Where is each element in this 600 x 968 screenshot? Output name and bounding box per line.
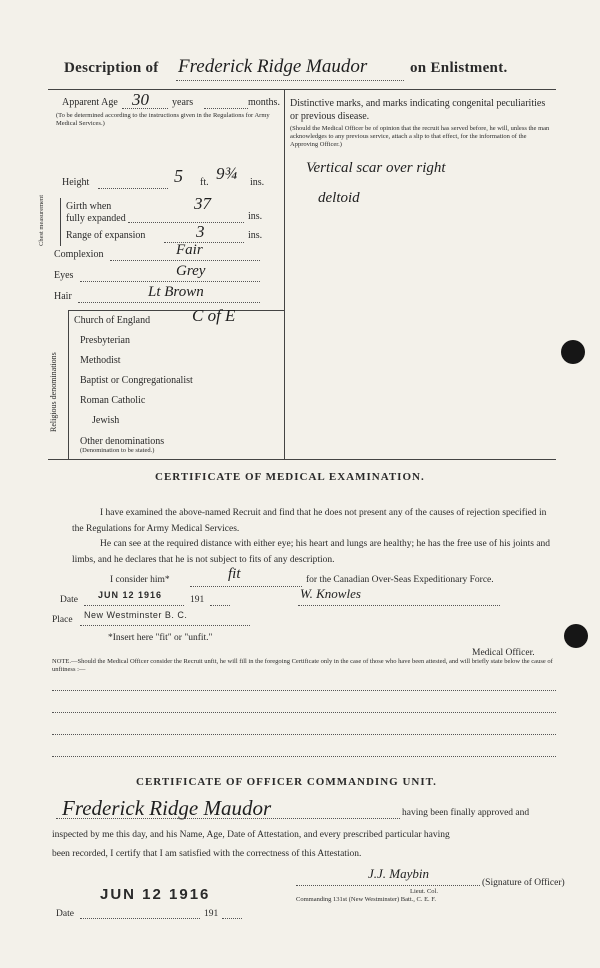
fit-note: *Insert here "fit" or "unfit." [108,633,213,643]
years-label: years [172,97,194,108]
marks-heading: Distinctive marks, and marks indicating congenital peculiarities or previous disease. [290,98,546,122]
religion-baptist: Baptist or Congregationalist [80,375,193,386]
punch-hole-top [561,340,585,364]
height-line [98,188,168,189]
age-note: (To be determined according to the instructions given in the Regulations for Army Medical Services.) [56,112,270,127]
punch-hole-bottom [564,624,588,648]
cause-line-1 [52,690,556,691]
chest-bracket [60,198,61,246]
medical-signature: W. Knowles [300,586,361,601]
girth-label: Girth when fully expanded [66,201,126,224]
chest-label: Chest measurement [38,194,45,246]
eyes-value: Grey [176,263,206,279]
consider-label: I consider him* [110,575,170,585]
consider-value: fit [228,566,241,582]
medical-year-line [210,605,230,606]
girth-line [128,222,244,223]
section-divider [48,459,556,460]
commanding-line-2: inspected by me this day, and his Name, Age, Date of Attestation, and every prescribed particular having [52,830,450,840]
medical-date-suffix: 191 [190,595,205,605]
medical-date-line [84,605,184,606]
months-label: months. [248,97,280,108]
apparent-age-label: Apparent Age [62,97,118,108]
medical-signature-line [298,605,500,606]
eyes-label: Eyes [54,270,74,281]
marks-line-1: Vertical scar over right [306,160,446,176]
commanding-signature: J.J. Maybin [368,866,430,881]
ft-label: ft. [200,177,209,188]
ins-label: ins. [250,177,265,188]
apparent-age-value: 30 [132,90,149,109]
commanding-name-line [56,818,400,819]
months-line [204,108,248,109]
header-name: Frederick Ridge Maudor [178,56,368,77]
header-prefix: Description of [64,60,159,76]
commanding-date-line [80,918,200,919]
medical-date-label: Date [60,595,78,605]
officer-command: Commanding 131st (New Westminster) Batt., C. E. F. [296,896,437,903]
commanding-signature-line [296,885,480,886]
eyes-line [80,281,260,282]
hair-value: Lt Brown [148,284,204,300]
medical-officer-label: Medical Officer. [472,648,535,658]
medical-paragraph-2: He can see at the required distance with either eye; his heart and lungs are healthy; he has the free use of his joints and limbs, and he declares that he is not subject to fits of any description. [72,539,551,565]
cause-line-4 [52,756,556,757]
religion-bracket [68,310,69,460]
commanding-line-3: been recorded, I certify that I am satisfied with the correctness of this Attestation. [52,849,362,859]
cause-line-2 [52,712,556,713]
place-line [80,625,250,626]
commanding-date-suffix: 191 [204,909,219,919]
commanding-year-line [222,918,242,919]
medical-date-value: JUN 12 1916 [98,590,163,600]
range-ins-label: ins. [248,230,263,241]
commanding-line-1-tail: having been finally approved and [402,808,530,818]
marks-line-2: deltoid [318,190,360,206]
range-value: 3 [196,222,205,241]
header-name-underline [176,80,404,81]
religion-roman-catholic: Roman Catholic [80,395,146,406]
commanding-heading: CERTIFICATE OF OFFICER COMMANDING UNIT. [136,776,437,788]
age-line [122,108,168,109]
place-value: New Westminster B. C. [84,610,188,620]
place-label: Place [52,615,73,625]
medical-paragraph-1: I have examined the above-named Recruit and find that he does not present any of the causes of rejection specified in the Regulations for Army Medical Services. [72,508,547,534]
girth-ins-label: ins. [248,211,263,222]
cause-line-3 [52,734,556,735]
religion-other: Other denominations [80,436,165,447]
religion-church-of-england: Church of England [74,315,151,326]
commanding-date-label: Date [56,909,74,919]
complexion-label: Complexion [54,249,104,260]
medical-heading: CERTIFICATE OF MEDICAL EXAMINATION. [155,471,425,483]
commanding-date-stamp: JUN 12 1916 [100,886,211,903]
complexion-line [110,260,260,261]
header-suffix: on Enlistment. [410,60,508,76]
commanding-name: Frederick Ridge Maudor [62,796,272,820]
hair-label: Hair [54,291,72,302]
hair-line [78,302,260,303]
religion-presbyterian: Presbyterian [80,335,130,346]
complexion-value: Fair [176,242,203,258]
officer-rank: Lieut. Col. [410,888,438,895]
height-label: Height [62,177,90,188]
range-label: Range of expansion [66,230,146,241]
height-ft-value: 5 [174,166,183,186]
religion-methodist: Methodist [80,355,121,366]
religion-value: C of E [192,306,236,325]
religion-label: Religious denominations [49,352,58,432]
force-label: for the Canadian Over-Seas Expeditionary Force. [306,575,494,585]
religion-jewish: Jewish [92,415,120,426]
unfit-note: NOTE.—Should the Medical Officer consider the Recruit unfit, he will fill in the foregoing Certificate only in the case of those who have been attested, and will briefly state below the cause of unfitness :— [52,658,553,673]
height-in-value: 9¾ [216,164,238,183]
marks-note: (Should the Medical Officer be of opinion that the recruit has served before, he will, unless the man acknowledges to any previous service, attach a slip to that effect, for the information of the Approving Officer.) [290,125,550,148]
signature-of-officer-label: (Signature of Officer) [482,878,565,888]
top-border [48,89,556,90]
consider-line [190,586,302,587]
religion-other-note: (Denomination to be stated.) [80,447,155,454]
center-divider [284,89,285,459]
girth-value: 37 [194,194,211,213]
religion-top-line [68,310,284,311]
